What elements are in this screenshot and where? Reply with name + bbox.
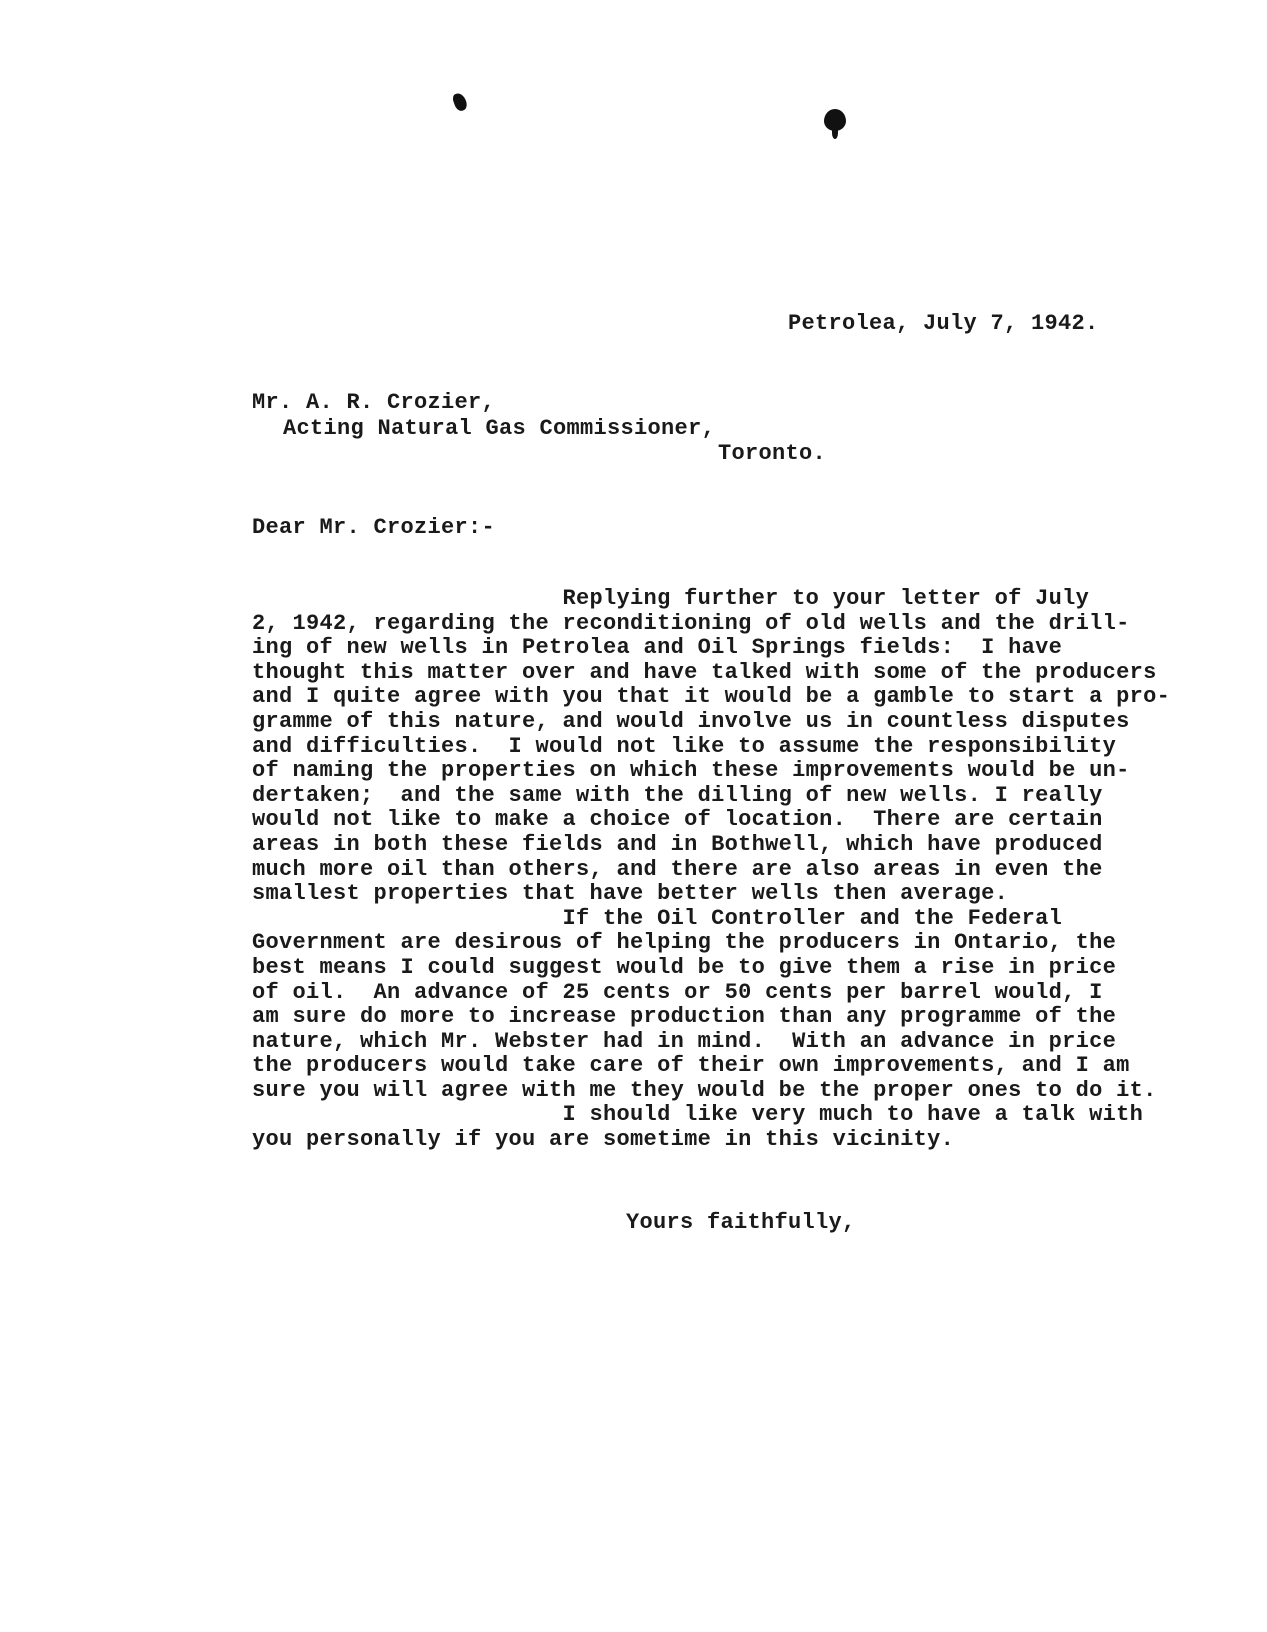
body-line: would not like to make a choice of location. There are certain — [252, 807, 1103, 833]
body-line: If the Oil Controller and the Federal — [252, 905, 1063, 931]
body-line: I should like very much to have a talk with — [252, 1102, 1144, 1128]
body-line: gramme of this nature, and would involve us in countless disputes — [252, 708, 1130, 734]
body-line: and difficulties. I would not like to assume the responsibility — [252, 733, 1117, 759]
body-line: smallest properties that have better wells then average. — [252, 881, 1009, 907]
body-line: and I quite agree with you that it would be a gamble to start a pro- — [252, 684, 1171, 710]
date-line: Petrolea, July 7, 1942. — [788, 311, 1099, 336]
body-line: sure you will agree with me they would be the proper ones to do it. — [252, 1077, 1157, 1103]
body-line: nature, which Mr. Webster had in mind. With an advance in price — [252, 1028, 1117, 1054]
body-line: of oil. An advance of 25 cents or 50 cents per barrel would, I — [252, 979, 1103, 1005]
body-line: Replying further to your letter of July — [252, 586, 1090, 611]
recipient-name: Mr. A. R. Crozier, — [252, 390, 496, 415]
body-line: areas in both these fields and in Bothwell, which have produced — [252, 831, 1103, 857]
body-line: ing of new wells in Petrolea and Oil Springs fields: I have — [252, 635, 1063, 661]
body-line: Government are desirous of helping the producers in Ontario, the — [252, 930, 1117, 956]
recipient-title: Acting Natural Gas Commissioner, — [283, 416, 716, 441]
body-line: you personally if you are sometime in this vicinity. — [252, 1127, 955, 1153]
recipient-city: Toronto. — [718, 441, 827, 466]
body-line: much more oil than others, and there are also areas in even the — [252, 856, 1103, 882]
body-line: the producers would take care of their own improvements, and I am — [252, 1053, 1130, 1079]
body-line: thought this matter over and have talked with some of the producers — [252, 659, 1157, 685]
salutation: Dear Mr. Crozier:- — [252, 515, 496, 540]
body-line: best means I could suggest would be to give them a rise in price — [252, 954, 1117, 980]
body-line: of naming the properties on which these improvements would be un- — [252, 758, 1130, 784]
body-line: am sure do more to increase production than any programme of the — [252, 1004, 1117, 1030]
ink-mark — [451, 91, 468, 112]
letter-body — [252, 587, 1252, 1153]
body-line: dertaken; and the same with the dilling of new wells. I really — [252, 782, 1103, 808]
closing: Yours faithfully, — [626, 1210, 856, 1235]
body-line: 2, 1942, regarding the reconditioning of old wells and the drill- — [252, 610, 1130, 636]
ink-blot — [824, 109, 846, 131]
